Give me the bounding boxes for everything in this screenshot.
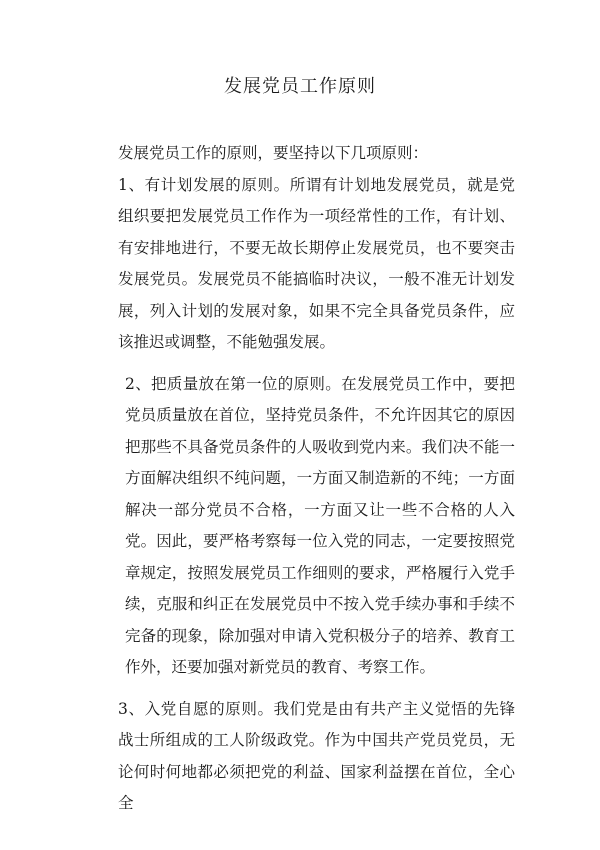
- intro-paragraph: 发展党员工作的原则，要坚持以下几项原则：: [118, 144, 429, 162]
- principle-paragraph-2: 2、把质量放在第一位的原则。在发展党员工作中，要把党员质量放在首位，坚持党员条件，不允许因其它的原因把那些不具备党员条件的人吸收到党内来。我们决不能一方面解决组织不纯问题，一方面又制造新的不纯；一方面解决一部分党员不合格，一方面又让一些不合格的人入党。因此，要严格考察每一位入党的同志，一定要按照党章规定，按照发展党员工作细则的要求，严格履行入党手续，克服和纠正在发展党员中不按入党手续办事和手续不完备的现象，除加强对申请入党积极分子的培养、教育工作外，还要加强对新党员的教育、考察工作。: [125, 374, 515, 676]
- principle-paragraph-1: 1、有计划发展的原则。所谓有计划地发展党员，就是党组织要把发展党员工作作为一项经常性的工作，有计划、有安排地进行，不要无故长期停止发展党员，也不要突击发展党员。发展党员不能搞临时决议，一般不准无计划发展，列入计划的发展对象，如果不完全具备党员条件，应该推迟或调整，不能勉强发展。: [118, 175, 515, 351]
- principle-paragraph-3: 3、入党自愿的原则。我们党是由有共产主义觉悟的先锋战士所组成的工人阶级政党。作为中国共产党员党员，无论何时何地都必须把党的利益、国家利益摆在首位，全心全: [118, 699, 515, 812]
- document-body: [85, 138, 515, 820]
- page-title: 发展党员工作原则: [224, 76, 376, 97]
